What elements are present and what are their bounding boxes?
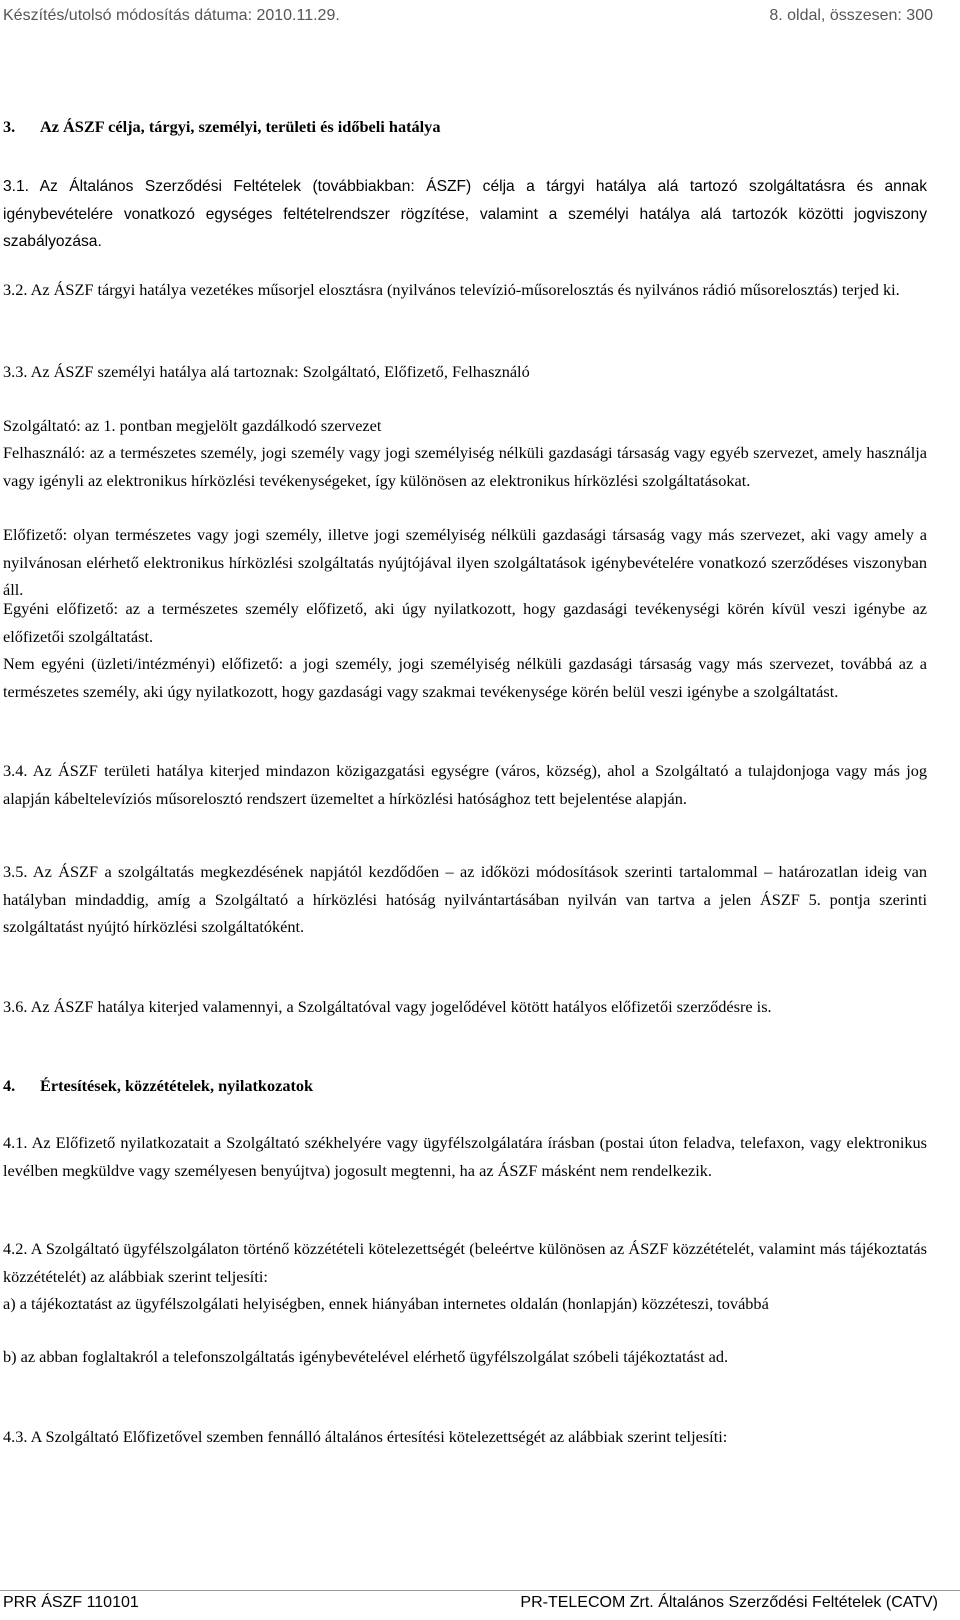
header-date: Készítés/utolsó módosítás dátuma: 2010.11.29. [3,7,340,24]
definition-egyeni-elofizeto: Egyéni előfizető: az a természetes személy előfizető, aki úgy nyilatkozott, hogy gazdasági tevékenységi körén kívül veszi igénybe az előfizetői szolgáltatást. [3,599,927,646]
section-3-title: Az ÁSZF célja, tárgyi, személyi, területi és időbeli hatálya [40,117,441,136]
page-header [0,7,960,33]
paragraph-3-6: 3.6. Az ÁSZF hatálya kiterjed valamennyi, a Szolgáltatóval vagy jogelődével kötött hatályos előfizetői szerződésre is. [3,997,772,1016]
paragraph-3-3: 3.3. Az ÁSZF személyi hatálya alá tartoznak: Szolgáltató, Előfizető, Felhasználó [3,362,530,381]
paragraph-3-2: 3.2. Az ÁSZF tárgyi hatálya vezetékes műsorjel elosztásra (nyilvános televízió-műsorelosztás és nyilvános rádió műsorelosztás) terjed ki. [3,280,900,299]
paragraph-3-4: 3.4. Az ÁSZF területi hatálya kiterjed mindazon közigazgatási egységre (város, község), ahol a Szolgáltató a tulajdonjoga vagy más jog alapján kábeltelevíziós műsorelosztó rendszert üzemeltet a hírközlési hatósághoz tett bejelentése alapján. [3,761,927,808]
paragraph-4-2-a: a) a tájékoztatást az ügyfélszolgálati helyiségben, ennek hiányában internetes oldalán (honlapján) közzéteszi, továbbá [3,1294,769,1313]
section-4-number: 4. [3,1076,16,1095]
definition-szolgaltato: Szolgáltató: az 1. pontban megjelölt gazdálkodó szervezet [3,416,382,435]
footer-divider [0,1590,960,1591]
paragraph-4-2: 4.2. A Szolgáltató ügyfélszolgálaton történő közzétételi kötelezettségét (beleértve különösen az ÁSZF közzétételét, valamint más tájékoztatás közzétételét) az alábbiak szerint teljesíti: [3,1239,927,1286]
section-4-heading [3,1072,927,1100]
page-footer [0,1594,960,1620]
section-4-title: Értesítések, közzétételek, nyilatkozatok [40,1076,314,1095]
paragraph-3-1: 3.1. Az Általános Szerződési Feltételek (továbbiakban: ÁSZF) célja a tárgyi hatálya alá tartozó szolgáltatásra és annak igénybevételére vonatkozó egységes feltételrendszer rögzítése, valamint a személyi hatálya alá tartozók közötti jogviszony szabályozása. [3,178,927,251]
footer-doc-title: PR-TELECOM Zrt. Általános Szerződési Feltételek (CATV) [520,1594,938,1611]
paragraph-4-1: 4.1. Az Előfizető nyilatkozatait a Szolgáltató székhelyére vagy ügyfélszolgálatára írásban (postai úton feladva, telefaxon, vagy elektronikus levélben megküldve vagy személyesen benyújtva) jogosult megtenni, ha az ÁSZF másként nem rendelkezik. [3,1133,927,1180]
definition-nem-egyeni-elofizeto: Nem egyéni (üzleti/intézményi) előfizető: a jogi személy, jogi személyiség nélküli gazdasági társaság vagy más szervezet, továbbá az a természetes személy, aki úgy nyilatkozott, hogy gazdasági vagy szakmai tevékenysége körén belül veszi igénybe a szolgáltatást. [3,654,927,701]
section-3-number: 3. [3,117,16,136]
paragraph-4-2-b: b) az abban foglaltakról a telefonszolgáltatás igénybevételével elérhető ügyfélszolgálat szóbeli tájékoztatást ad. [3,1347,729,1366]
paragraph-3-5: 3.5. Az ÁSZF a szolgáltatás megkezdésének napjától kezdődően – az időközi módosítások szerinti tartalommal – határozatlan ideig van hatályban mindaddig, amíg a Szolgáltató a hírközlési hatóság nyilvántartásában nyilván van tartva a jelen ÁSZF 5. pontja szerinti szolgáltatást nyújtó hírközlési szolgáltatóként. [3,862,927,937]
definition-felhasznalo: Felhasználó: az a természetes személy, jogi személy vagy jogi személyiség nélküli gazdasági társaság vagy egyéb szervezet, amely használja vagy igényli az elektronikus hírközlési tevékenységeket, így különösen az elektronikus hírközlési szolgáltatásokat. [3,443,927,490]
definition-elofizeto: Előfizető: olyan természetes vagy jogi személy, illetve jogi személyiség nélküli gazdasági társaság vagy más szervezet, aki vagy amely a nyilvánosan elérhető elektronikus hírközlési szolgáltatás nyújtójával ilyen szolgáltatások igénybevételére vonatkozó szerződéses viszonyban áll. [3,525,927,600]
header-page-number: 8. oldal, összesen: 300 [769,7,933,24]
paragraph-4-3: 4.3. A Szolgáltató Előfizetővel szemben fennálló általános értesítési kötelezettségét az alábbiak szerint teljesíti: [3,1427,728,1446]
section-3-heading [3,113,927,141]
footer-doc-id: PRR ÁSZF 110101 [3,1594,139,1611]
